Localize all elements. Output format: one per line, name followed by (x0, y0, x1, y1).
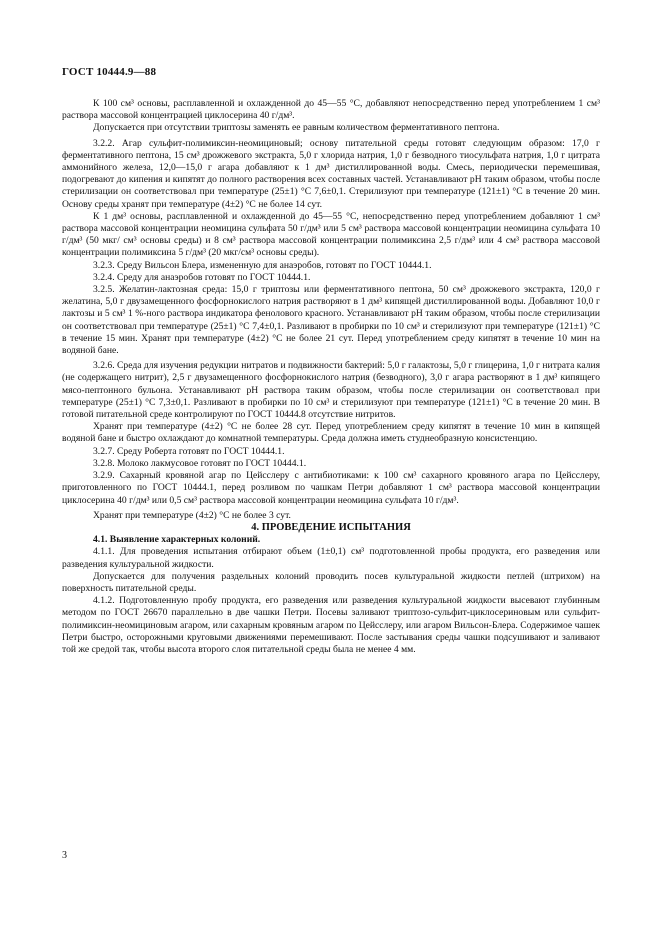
paragraph: 4.1.1. Для проведения испытания отбирают объем (1±0,1) см³ подготовленной пробы продукта, его разведения или разведения культуральной жидкости. (62, 546, 600, 570)
section-title: 4. ПРОВЕДЕНИЕ ИСПЫТАНИЯ (251, 521, 411, 533)
paragraph: 4.1.2. Подготовленную пробу продукта, его разведения или разведения культуральной жидкости высевают глубинным методом по ГОСТ 26670 параллельно в две чашки Петри. Посевы заливают триптозо-сульфит-циклосериновым или сульфит-полимиксин-неомициновым агаром, или сахарным кровяным агаром по Цейсслеру, или агаром Вильсон-Блера. Содержимое чашек Петри быстро, осторожными круговыми движениями перемешивают. После застывания среды чашки подсушивают и заливают той же средой так, чтобы высота второго слоя питательной среды была не менее 4 мм. (62, 595, 600, 655)
paragraph: 3.2.4. Среду для анаэробов готовят по ГОСТ 10444.1. (93, 271, 311, 283)
paragraph: Допускается для получения раздельных колоний проводить посев культуральной жидкости петлей (штрихом) на поверхность питательной среды. (62, 570, 600, 594)
paragraph: 3.2.7. Среду Роберта готовят по ГОСТ 10444.1. (93, 445, 285, 457)
paragraph: Хранят при температуре (4±2) °С не более 28 сут. Перед употреблением среду кипятят в течение 10 мин в кипящей водяной бане и быстро охлаждают до комнатной температуры. Среда должна иметь студнеобразную консистенцию. (62, 421, 600, 445)
paragraph: 3.2.9. Сахарный кровяной агар по Цейсслеру с антибиотиками: к 100 см³ сахарного кровяного агара по Цейсслеру, приготовленного по ГОСТ 10444.1, перед розливом по чашкам Петри добавляют 1 см³ раствора массовой концентрации циклосерина 40 г/дм³ или 0,5 см³ раствора массовой концентрации неомицина сульфата 10 г/дм³. (62, 470, 600, 506)
subsection-heading: 4.1. Выявление характерных колоний. (93, 534, 261, 546)
paragraph: 3.2.8. Молоко лакмусовое готовят по ГОСТ 10444.1. (93, 457, 307, 469)
paragraph: 3.2.5. Желатин-лактозная среда: 15,0 г триптозы или ферментативного пептона, 50 см³ дрожжевого экстракта, 120,0 г желатина, 5,0 г двузамещенного фосфорнокислого натрия растворяют в 1 дм³ кипящей дистиллированной воды. Добавляют 10,0 г лактозы и 5 см³ 1 %-ного раствора индикатора фенолового красного. Устанавливают рН таким образом, чтобы после стерилизации он соответствовал при температуре (25±1) °С 7,4±0,1. Разливают в пробирки по 10 см³ и стерилизуют при температуре (121±1) °С в течение 15 мин. Хранят при температуре (4±2) °С не более 21 сут. Перед употреблением среду кипятят в течение 10 мин на водяной бане. (62, 284, 600, 357)
paragraph: 3.2.2. Агар сульфит-полимиксин-неомициновый; основу питательной среды готовят следующим образом: 17,0 г ферментативного пептона, 15 см³ дрожжевого экстракта, 5,0 г хлорида натрия, 1,0 г безводного тиосульфата натрия, 1,0 г цитрата аммонийного железа, 12,0—15,0 г агара добавляют к 1 дм³ дистиллированной воды. Смесь, периодически перемешивая, подогревают до кипения и кипятят до полного растворения всех составных частей. Устанавливают рН таким образом, чтобы после стерилизации он соответствовал при температуре (25±1) °С 7,6±0,1. Стерилизуют при температуре (121±1) °С в течение 20 мин. Основу среды хранят при температуре (4±2) °С не более 14 сут. (62, 137, 600, 210)
paragraph: Допускается при отсутствии триптозы заменять ее равным количеством ферментативного пептона. (93, 122, 500, 134)
paragraph: Хранят при температуре (4±2) °С не более 3 сут. (93, 509, 291, 521)
document-header: ГОСТ 10444.9—88 (62, 66, 157, 78)
paragraph: 3.2.6. Среда для изучения редукции нитратов и подвижности бактерий: 5,0 г галактозы, 5,0 г глицерина, 1,0 г нитрата калия (не содержащего нитрит), 2,5 г двузамещенного фосфорнокислого натрия (безводного), 3,0 г агара растворяют в 1 дм³ кипящего мясо-пептонного бульона. Устанавливают рН раствора таким образом, чтобы после стерилизации он соответствовал при температуре (25±1) °С 7,3±0,1. Разливают в пробирки по 10 см³ и стерилизуют при температуре (121±1) °С в течение 20 мин. В готовой питательной среде контролируют по ГОСТ 10444.8 отсутствие нитритов. (62, 360, 600, 421)
paragraph: К 100 см³ основы, расплавленной и охлажденной до 45—55 °С, добавляют непосредственно перед употреблением 1 см³ раствора массовой концентрацией циклосерина 40 г/дм³. (62, 98, 600, 122)
paragraph: К 1 дм³ основы, расплавленной и охлажденной до 45—55 °С, непосредственно перед употреблением добавляют 1 см³ раствора массовой концентрации неомицина сульфата 50 г/дм³ или 5 см³ раствора массовой концентрации неомицина сульфата 10 г/дм³ (50 мкг/ см³ основы среды) и 8 см³ раствора массовой концентрации полимиксина 2,5 г/дм³ или 4 см³ раствора массовой концентрации полимиксина 5 г/дм³ (20 мкг/см³ основы среды). (62, 210, 600, 259)
paragraph: 3.2.3. Среду Вильсон Блера, измененную для анаэробов, готовят по ГОСТ 10444.1. (93, 259, 432, 271)
document-body (62, 98, 600, 656)
page-number: 3 (62, 850, 67, 861)
